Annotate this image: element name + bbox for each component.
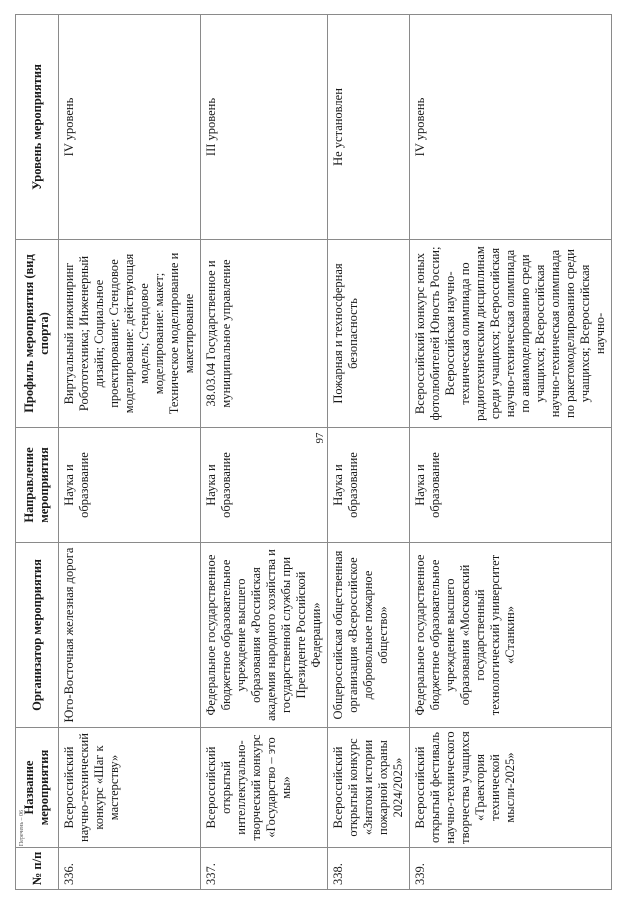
cell-direction: Наука и образование <box>410 428 612 543</box>
cell-level: III уровень <box>201 15 328 240</box>
cell-name: Всероссийский открытый интеллектуально-творческий конкурс «Государство – это мы» <box>201 728 328 848</box>
cell-profile: Пожарная и техносферная безопасность <box>328 240 410 428</box>
table-row <box>328 15 410 890</box>
cell-level: Не установлен <box>328 15 410 240</box>
header-row <box>16 15 59 890</box>
header-name: Название мероприятия <box>16 728 59 848</box>
table-row <box>59 15 201 890</box>
header-org: Организатор мероприятия <box>16 543 59 728</box>
cell-name: Всероссийский открытый конкурс «Знатоки истории пожарной охраны 2024/2025» <box>328 728 410 848</box>
cell-org: Юго-Восточная железная дорога <box>59 543 201 728</box>
page-number: 97 <box>314 432 326 444</box>
cell-num: 339. <box>410 848 612 890</box>
cell-profile: Всероссийский конкурс юных фотолюбителей Юность России; Всероссийская научно-техническая олимпиада по радиотехническим дисциплинам среди учащихся; Всероссийская научно-техническая олимпиада по авиамоделированию среди учащихся; Всероссийская научно-техническая олимпиада по ракетомоделированию среди учащихся; Всероссийская научно- <box>410 240 612 428</box>
header-level: Уровень мероприятия <box>16 15 59 240</box>
cell-direction: Наука и образование <box>328 428 410 543</box>
cell-level: IV уровень <box>59 15 201 240</box>
cell-name: Всероссийский открытый фестиваль научно-технического творчества учащихся «Траектория технической мысли-2025» <box>410 728 612 848</box>
cell-num: 336. <box>59 848 201 890</box>
cell-org: Общероссийская общественная организация «Всероссийское добровольное пожарное общество» <box>328 543 410 728</box>
header-profile: Профиль мероприятия (вид спорта) <box>16 240 59 428</box>
cell-num: 338. <box>328 848 410 890</box>
cell-num: 337. <box>201 848 328 890</box>
cell-profile: 38.03.04 Государственное и муниципальное управление <box>201 240 328 428</box>
footer-note: Перечень – 06 <box>19 809 25 847</box>
cell-direction: Наука и образование <box>59 428 201 543</box>
cell-level: IV уровень <box>410 15 612 240</box>
cell-name: Всероссийский научно-технический конкурс «Шаг к мастерству» <box>59 728 201 848</box>
table-row <box>201 15 328 890</box>
table-row <box>410 15 612 890</box>
header-direction: Направление мероприятия <box>16 428 59 543</box>
rotated-table-container <box>15 15 615 890</box>
events-table <box>15 14 612 890</box>
cell-org: Федеральное государственное бюджетное образовательное учреждение высшего образования «Российская академия народного хозяйства и государственной службы при Президенте Российской Федерации» <box>201 543 328 728</box>
cell-direction: Наука и образование <box>201 428 328 543</box>
header-num: № п/п <box>16 848 59 890</box>
cell-org: Федеральное государственное бюджетное образовательное учреждение высшего образования «Московский государственный технологический университет «Станкин» <box>410 543 612 728</box>
cell-profile: Виртуальный инжиниринг Робототехника; Инженерный дизайн; Социальное проектирование; Стендовое моделирование: действующая модель; Стендовое моделирование: макет; Техническое моделирование и макетирование <box>59 240 201 428</box>
